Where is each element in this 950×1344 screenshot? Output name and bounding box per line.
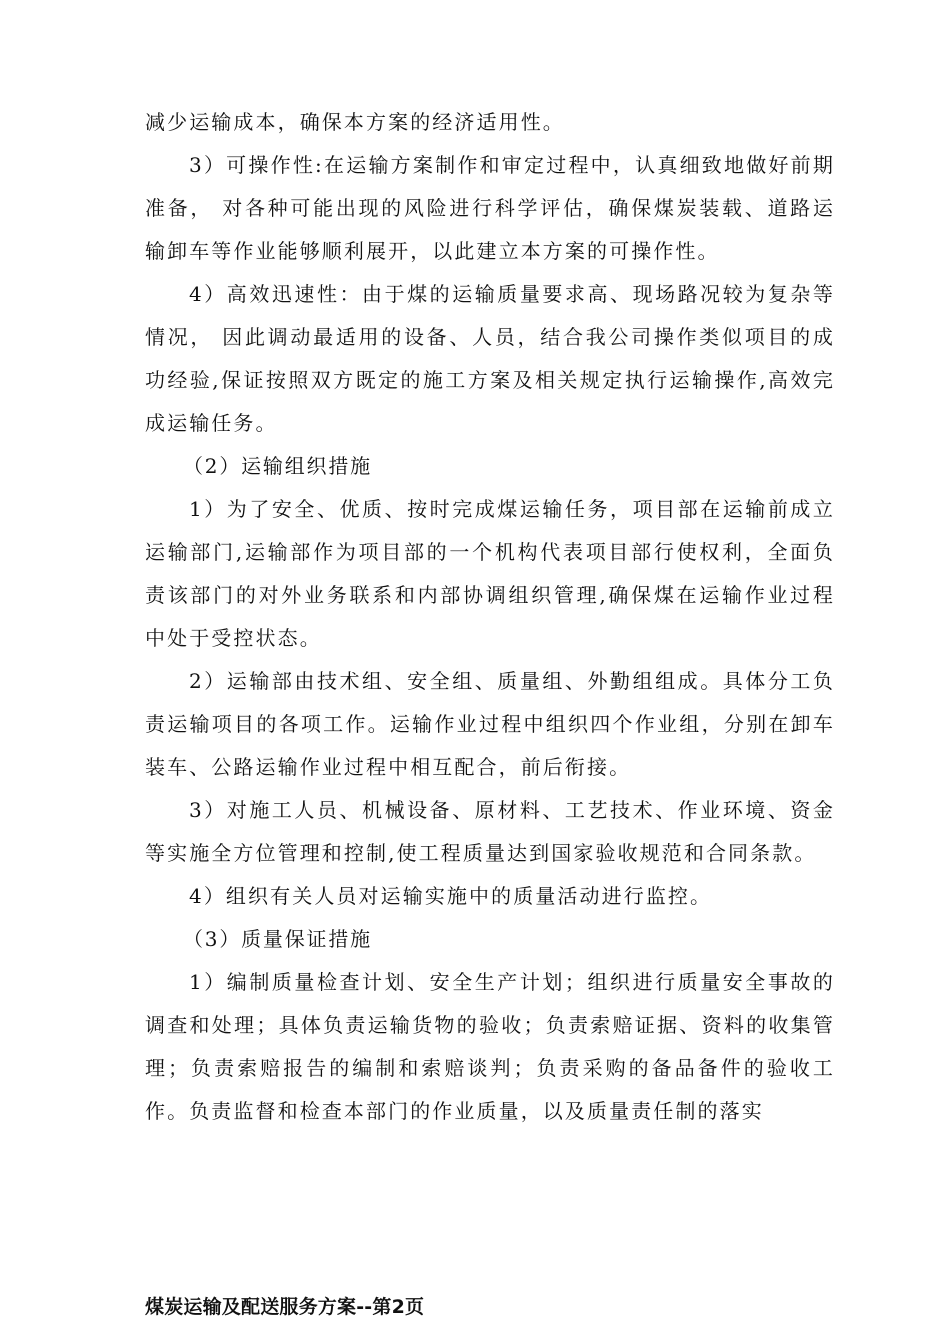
section-heading-quality-assurance: （3）质量保证措施 xyxy=(183,927,372,951)
paragraph-quality-plan: 1）编制质量检查计划、安全生产计划；组织进行质量安全事故的调查和处理；具体负责运输货物的验收；负责索赔证据、资料的收集管理；负责索赔报告的编制和索赔谈判；负责采购的备品备件的验收工作。负责监督和检查本部门的作业质量，以及质量责任制的落实 xyxy=(145,970,835,1123)
paragraph-efficiency: 4）高效迅速性：由于煤的运输质量要求高、现场路况较为复杂等情况， 因此调动最适用的设备、人员，结合我公司操作类似项目的成功经验,保证按照双方既定的施工方案及相关规定执行运输操作,高效完成运输任务。 xyxy=(145,282,835,435)
paragraph-full-management: 3）对施工人员、机械设备、原材料、工艺技术、作业环境、资金等实施全方位管理和控制,使工程质量达到国家验收规范和合同条款。 xyxy=(145,798,835,865)
section-heading-transport-organization: （2）运输组织措施 xyxy=(183,454,372,478)
document-body xyxy=(145,101,835,1133)
paragraph-quality-monitoring: 4）组织有关人员对运输实施中的质量活动进行监控。 xyxy=(189,884,713,908)
paragraph-transport-groups: 2）运输部由技术组、安全组、质量组、外勤组组成。具体分工负责运输项目的各项工作。运输作业过程中组织四个作业组，分别在卸车装车、公路运输作业过程中相互配合，前后衔接。 xyxy=(145,669,835,779)
paragraph-operability: 3）可操作性:在运输方案制作和审定过程中，认真细致地做好前期准备， 对各种可能出现的风险进行科学评估，确保煤炭装载、道路运输卸车等作业能够顺利展开，以此建立本方案的可操作性。 xyxy=(145,153,835,263)
paragraph-economy-continuation: 减少运输成本，确保本方案的经济适用性。 xyxy=(145,110,565,134)
page-footer: 煤炭运输及配送服务方案--第2页 xyxy=(145,1296,425,1318)
paragraph-transport-department: 1）为了安全、优质、按时完成煤运输任务，项目部在运输前成立运输部门,运输部作为项目部的一个机构代表项目部行使权利，全面负责该部门的对外业务联系和内部协调组织管理,确保煤在运输作业过程中处于受控状态。 xyxy=(145,497,835,650)
